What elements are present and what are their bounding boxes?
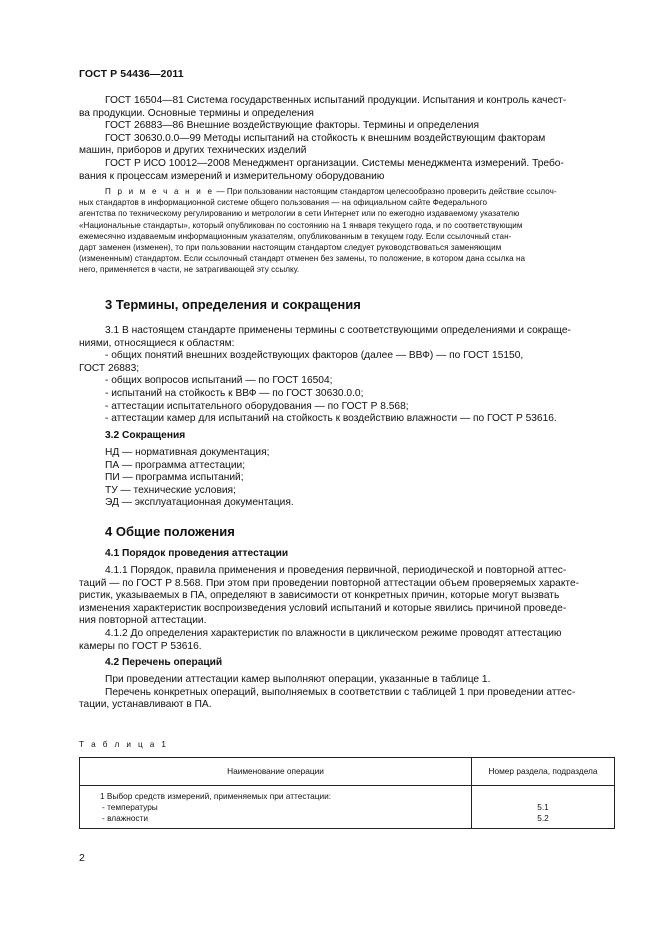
abbreviation-item: ЭД — эксплуатационная документация. — [105, 497, 294, 509]
table-cell-text: - температуры — [102, 802, 158, 812]
subsection-4-1-title: 4.1 Порядок проведения аттестации — [105, 548, 289, 559]
paragraph-line: 4.1.2 До определения характеристик по влажности в циклическом режиме проводят аттестацию — [105, 628, 562, 639]
subsection-4-2-title: 4.2 Перечень операций — [105, 657, 223, 668]
paragraph-line: изменения характеристик воспроизведения условий испытаний и которые явились причиной проведе- — [79, 602, 567, 614]
table-caption: Т а б л и ц а 1 — [79, 740, 169, 749]
table-cell-text — [472, 791, 614, 802]
paragraph-line: таций — по ГОСТ Р 8.568. При этом при проведении повторной аттестации объем проверяемых характе- — [79, 577, 580, 589]
table-header-row — [80, 758, 615, 786]
list-item: ГОСТ 26883; — [79, 362, 140, 374]
paragraph-line: ния повторной аттестации. — [79, 615, 207, 627]
operations-table — [79, 757, 615, 829]
table-row — [80, 786, 615, 829]
abbreviation-item: ТУ — технические условия; — [105, 484, 236, 496]
list-item: - аттестации испытательного оборудования — по ГОСТ Р 8.568; — [105, 400, 409, 412]
note-line: ежемесячно издаваемым информационным указателям, опубликованным в текущем году. Если ссылочный стан- — [79, 231, 512, 241]
table-header-cell: Номер раздела, подраздела — [472, 758, 615, 786]
note-line: агентства по техническому регулированию и метрологии в сети Интернет или по ежегодно издаваемому указателю — [79, 209, 520, 219]
subsection-3-2-title: 3.2 Сокращения — [105, 430, 186, 441]
abbreviation-item: ПИ — программа испытаний; — [105, 472, 244, 484]
note-line — [79, 186, 615, 197]
paragraph-line: Перечень конкретных операций, выполняемых в соответствии с таблицей 1 при проведении аттес- — [105, 686, 576, 698]
list-item: - испытаний на стойкость к ВВФ — по ГОСТ 30630.0.0; — [105, 388, 364, 399]
reference-line: ГОСТ 30630.0.0—99 Методы испытаний на стойкость к внешним воздействующим факторам — [105, 132, 546, 144]
table-cell-numbers — [472, 786, 615, 829]
table-cell-text: - влажности — [102, 813, 149, 823]
table-cell-text: 1 Выбор средств измерений, применяемых при аттестации: — [100, 791, 332, 801]
paragraph-line: тации, устанавливают в ПА. — [79, 699, 212, 711]
list-item: - общих вопросов испытаний — по ГОСТ 16504; — [105, 375, 333, 387]
note-line: ных стандартов в информационной системе общего пользования — на официальном сайте Федерального — [79, 198, 488, 208]
paragraph-line: ристик, указываемых в ПА, определяют в зависимости от конкретных причин, которые могут вызвать — [79, 590, 560, 602]
list-item: - общих понятий внешних воздействующих факторов (далее — ВВФ) — по ГОСТ 15150, — [105, 350, 524, 362]
reference-line: ва продукции. Основные термины и определения — [79, 107, 314, 119]
reference-line: ГОСТ 16504—81 Система государственных испытаний продукции. Испытания и контроль качест- — [105, 95, 567, 106]
paragraph-line: ниями, относящиеся к областям: — [79, 337, 235, 349]
table-header-cell: Наименование операции — [80, 758, 472, 786]
section-4-title: 4 Общие положения — [105, 524, 235, 539]
abbreviation-item: ПА — программа аттестации; — [105, 459, 246, 471]
abbreviation-item: НД — нормативная документация; — [105, 447, 270, 458]
paragraph-line: При проведении аттестации камер выполняют операции, указанные в таблице 1. — [105, 674, 491, 685]
note-line: (измененным) стандартом. Если ссылочный стандарт отменен без замены, то положение, в котором дана ссылка на — [79, 254, 526, 264]
page-number: 2 — [79, 852, 85, 864]
reference-line: ГОСТ 26883—86 Внешние воздействующие факторы. Термины и определения — [105, 120, 480, 132]
document-header: ГОСТ Р 54436—2011 — [79, 68, 184, 80]
reference-line: машин, приборов и других технических изделий — [79, 145, 307, 157]
section-3-title: 3 Термины, определения и сокращения — [105, 297, 361, 312]
paragraph-line: 4.1.1 Порядок, правила применения и проведения первичной, периодической и повторной аттес- — [105, 565, 567, 576]
table-cell-text: 5.2 — [537, 813, 549, 823]
note-label: П р и м е ч а н и е — [105, 187, 215, 196]
list-item: - аттестации камер для испытаний на стойкость к воздействию влажности — по ГОСТ Р 53616. — [105, 413, 557, 425]
note-line: «Национальные стандарты», который опубликован по состоянию на 1 января текущего года, и по соответствующим — [79, 220, 523, 230]
note-line: дарт заменен (изменен), то при пользовании настоящим стандартом следует руководствоваться заменяющим — [79, 243, 502, 252]
reference-line: вания к процессам измерений и измерительному оборудованию — [79, 170, 385, 182]
paragraph-line: камеры по ГОСТ Р 53616. — [79, 640, 202, 652]
table-cell-operations — [80, 786, 472, 829]
note-line: него, применяется в части, не затрагивающей эту ссылку. — [79, 265, 300, 275]
reference-line: ГОСТ Р ИСО 10012—2008 Менеджмент организации. Системы менеджмента измерений. Требо- — [105, 158, 564, 169]
note-text: — При пользовании настоящим стандартом целесообразно проверить действие ссылоч- — [214, 187, 557, 196]
paragraph-line: 3.1 В настоящем стандарте применены термины с соответствующими определениями и сокраще- — [105, 325, 571, 336]
table-cell-text: 5.1 — [537, 802, 549, 812]
